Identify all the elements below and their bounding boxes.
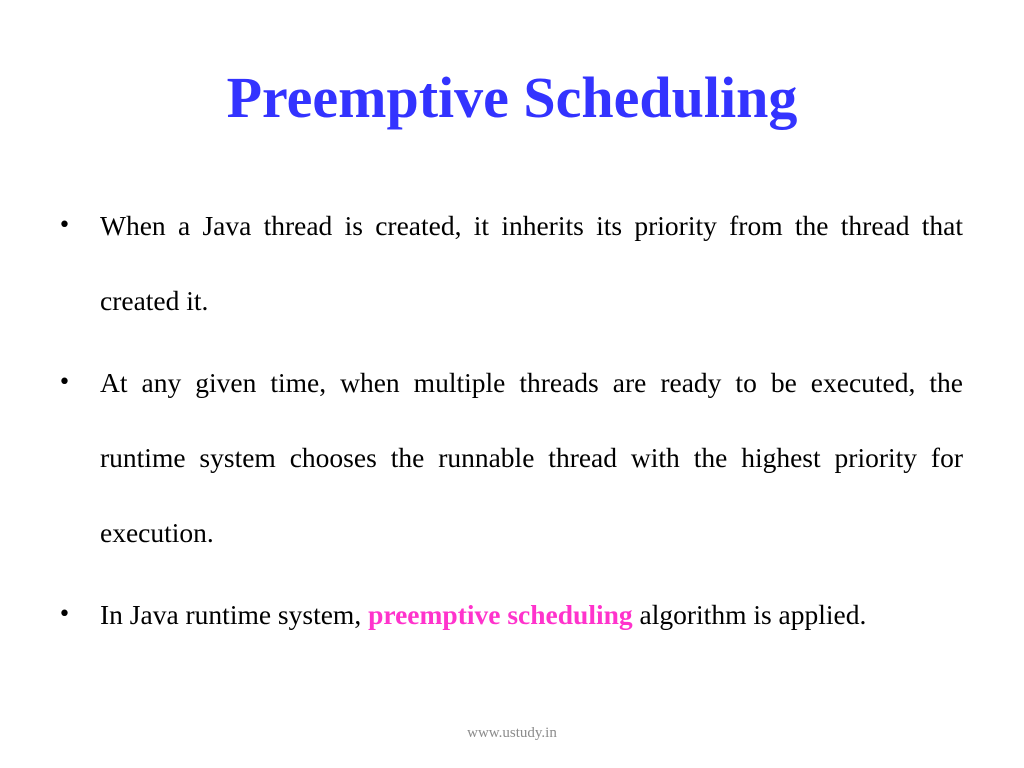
bullet-list <box>58 188 963 659</box>
bullet-text-after: algorithm is applied. <box>639 599 867 630</box>
slide-title: Preemptive Scheduling <box>226 65 798 130</box>
footer-url: www.ustudy.in <box>467 725 557 741</box>
bullet-dot-icon: • <box>58 602 71 627</box>
bullet-dot-icon: • <box>58 370 71 395</box>
bullet-text-before: In Java runtime system, <box>100 599 362 630</box>
bullet-text: At any given time, when multiple threads are ready to be executed, the runtime system chooses the runnable thread with the highest priority for execution. <box>100 367 963 548</box>
bullet-text: When a Java thread is created, it inherits its priority from the thread that created it. <box>100 210 963 316</box>
highlighted-term: preemptive scheduling <box>368 599 633 630</box>
bullet-item <box>58 345 963 570</box>
bullet-item <box>58 577 963 652</box>
bullet-dot-icon: • <box>58 213 71 238</box>
bullet-item <box>58 188 963 338</box>
